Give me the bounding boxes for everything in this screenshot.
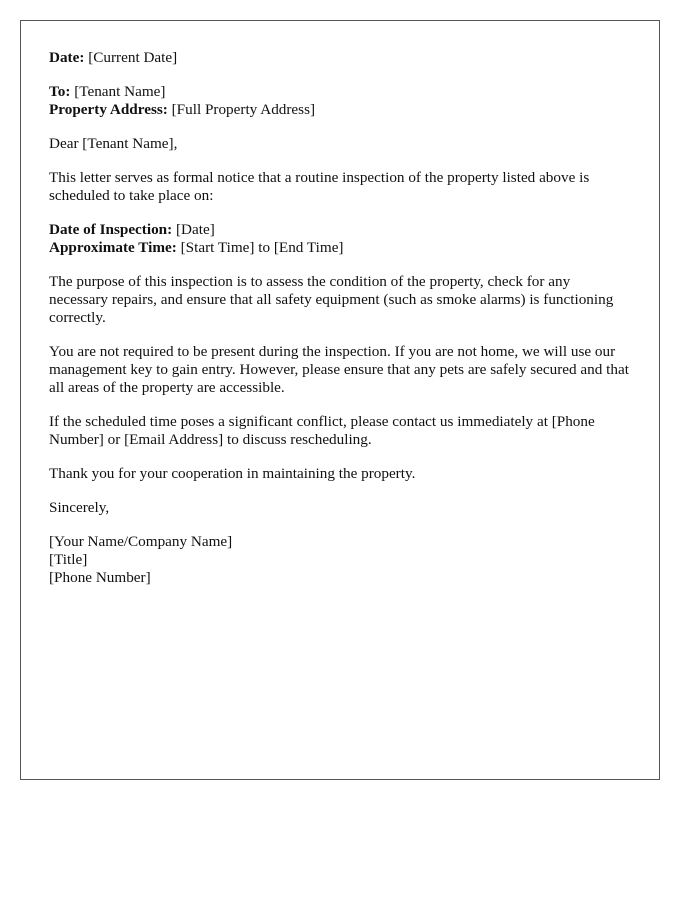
inspection-date-label: Date of Inspection:: [49, 221, 173, 238]
signature-name: [Your Name/Company Name]: [49, 533, 233, 550]
inspection-time-value: [Start Time] to [End Time]: [180, 239, 344, 256]
signature-phone: [Phone Number]: [49, 569, 151, 586]
date-line: [49, 49, 631, 67]
letter-page: [20, 20, 660, 780]
inspection-details: [49, 221, 631, 257]
recipient-block: [49, 83, 631, 119]
salutation: Dear [Tenant Name],: [49, 135, 178, 152]
signature-title: [Title]: [49, 551, 88, 568]
purpose-paragraph: The purpose of this inspection is to assess the condition of the property, check for any necessary repairs, and ensure that all safety equipment (such as smoke alarms) is functioning correctly.: [49, 273, 614, 326]
to-label: To:: [49, 83, 71, 100]
inspection-time-label: Approximate Time:: [49, 239, 177, 256]
address-value: [Full Property Address]: [171, 101, 316, 118]
date-value: [Current Date]: [88, 49, 178, 66]
inspection-time-line: [49, 239, 631, 257]
intro-paragraph: This letter serves as formal notice that a routine inspection of the property listed above is scheduled to take place on:: [49, 169, 590, 204]
date-label: Date:: [49, 49, 85, 66]
conflict-paragraph: If the scheduled time poses a significant conflict, please contact us immediately at [Phone Number] or [Email Address] to discuss rescheduling.: [49, 413, 595, 448]
address-label: Property Address:: [49, 101, 168, 118]
to-value: [Tenant Name]: [74, 83, 166, 100]
thanks-paragraph: Thank you for your cooperation in maintaining the property.: [49, 465, 416, 482]
closing: Sincerely,: [49, 499, 110, 516]
inspection-date-line: [49, 221, 631, 239]
signature-block: [49, 533, 631, 587]
presence-paragraph: You are not required to be present during the inspection. If you are not home, we will use our management key to gain entry. However, please ensure that any pets are safely secured and that all areas of the property are accessible.: [49, 343, 629, 396]
to-line: [49, 83, 631, 101]
inspection-date-value: [Date]: [175, 221, 215, 238]
address-line: [49, 101, 631, 119]
